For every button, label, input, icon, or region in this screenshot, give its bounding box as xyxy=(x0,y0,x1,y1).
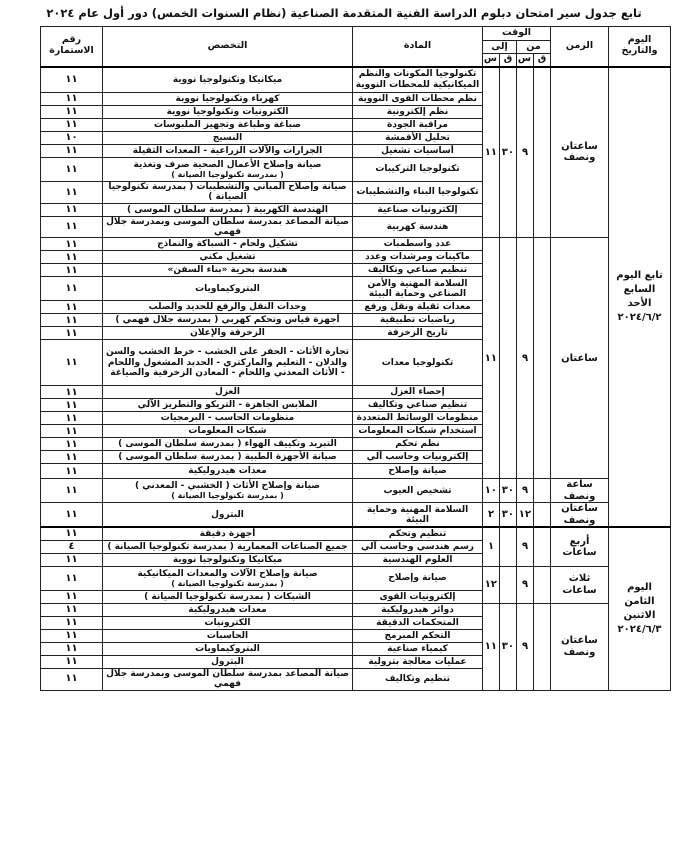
subject-cell: تنظيم صناعي وتكاليف xyxy=(353,264,483,277)
header-to: إلى xyxy=(483,41,517,54)
specialty-cell xyxy=(103,540,353,553)
specialty-text: التبريد وتكييف الهواء ( بمدرسة سلطان الموسى ) xyxy=(118,439,337,450)
form-number-cell: ١١ xyxy=(41,590,103,603)
subject-cell: المتحكمات الدقيقة xyxy=(353,616,483,629)
from-hour-cell: ٩ xyxy=(517,67,534,238)
specialty-text: هندسة بحرية «بناء السفن» xyxy=(167,265,288,276)
form-number-cell: ١١ xyxy=(41,238,103,251)
specialty-text: معدات هيدروليكية xyxy=(188,466,267,477)
specialty-cell xyxy=(103,119,353,132)
from-hour-cell: ٩ xyxy=(517,566,534,603)
specialty-cell xyxy=(103,399,353,412)
to-sec-cell xyxy=(500,238,517,479)
form-number-cell: ١١ xyxy=(41,503,103,528)
specialty-cell xyxy=(103,251,353,264)
subject-cell: تشخيص العيوب xyxy=(353,479,483,503)
header-to-hour: س xyxy=(483,54,500,67)
form-number-cell: ١١ xyxy=(41,629,103,642)
from-hour-cell: ٩ xyxy=(517,603,534,690)
specialty-cell xyxy=(103,203,353,216)
form-number-cell: ١١ xyxy=(41,93,103,106)
specialty-cell xyxy=(103,132,353,145)
to-hour-cell: ١١ xyxy=(483,238,500,479)
subject-cell: معدات ثقيلة ونقل ورفع xyxy=(353,301,483,314)
form-number-cell: ٤ xyxy=(41,540,103,553)
specialty-text: ميكانيكا وتكنولوجيا نووية xyxy=(172,554,283,565)
subject-cell: تنظيم وتحكم xyxy=(353,527,483,540)
to-sec-cell: ٣٠ xyxy=(500,603,517,690)
from-hour-cell: ٩ xyxy=(517,527,534,566)
specialty-cell xyxy=(103,182,353,204)
specialty-cell xyxy=(103,527,353,540)
table-row xyxy=(41,603,671,616)
specialty-text: الملابس الجاهزة - التريكو والتطريز الآلي xyxy=(137,400,318,411)
subject-cell: منظومات الوسائط المتعددة xyxy=(353,412,483,425)
specialty-text: تشكيل ولحام - السباكة والنماذج xyxy=(157,239,298,250)
specialty-text: شبكات المعلومات xyxy=(188,426,267,437)
to-sec-cell: ٣٠ xyxy=(500,503,517,528)
specialty-note: ( بمدرسة تكنولوجيا الصيانة ) xyxy=(171,578,284,588)
specialty-cell xyxy=(103,479,353,503)
specialty-cell xyxy=(103,642,353,655)
form-number-cell: ١١ xyxy=(41,603,103,616)
specialty-text: صيانة وإصلاح المباني والتشطيبات ( بمدرسة تكنولوجيا الصيانة ) xyxy=(108,182,347,203)
from-hour-cell: ٩ xyxy=(517,479,534,503)
from-sec-cell xyxy=(534,67,551,238)
specialty-text: الشبكات ( بمدرسة تكنولوجيا الصيانة ) xyxy=(144,591,311,602)
subject-cell: هندسة كهربية xyxy=(353,216,483,238)
specialty-text: البتروكيماويات xyxy=(195,283,260,294)
subject-cell: نظم إلكترونية xyxy=(353,106,483,119)
specialty-text: الجرارات والآلات الزراعية - المعدات الثقيلة xyxy=(132,145,323,156)
specialty-text: صيانة الأجهزة الطبية ( بمدرسة سلطان الموسى ) xyxy=(118,452,337,463)
specialty-text: تجارة الأثاث - الحفر على الخشب - خرط الخشب والسن والدلان - التعليم والماركتري - الحديد المشغول واللحام - الأثاث المعدني واللحام - المعادن الزخرفية والصياغة xyxy=(106,347,349,379)
specialty-cell xyxy=(103,629,353,642)
from-sec-cell xyxy=(534,527,551,566)
form-number-cell: ١١ xyxy=(41,479,103,503)
specialty-note: ( بمدرسة تكنولوجيا الصيانة ) xyxy=(171,170,284,180)
schedule-body xyxy=(41,67,671,691)
specialty-text: البترول xyxy=(211,509,244,520)
subject-cell: عمليات معالجة بترولية xyxy=(353,655,483,668)
specialty-text: صيانة وإصلاح الأثاث ( الخشبي - المعدني ) xyxy=(135,481,320,492)
form-number-cell: ١١ xyxy=(41,106,103,119)
subject-cell: رياضيات تطبيقية xyxy=(353,314,483,327)
specialty-text: البتروكيماويات xyxy=(195,643,260,654)
form-number-cell: ١١ xyxy=(41,425,103,438)
to-sec-cell: ٣٠ xyxy=(500,67,517,238)
form-number-cell: ١١ xyxy=(41,616,103,629)
subject-cell: تكنولوجيا المكونات والنظم الميكانيكية للمحطات النووية xyxy=(353,67,483,93)
form-number-cell: ١١ xyxy=(41,251,103,264)
subject-cell: استخدام شبكات المعلومات xyxy=(353,425,483,438)
subject-cell: تنظيم صناعي وتكاليف xyxy=(353,399,483,412)
subject-cell: أساسيات تشغيل xyxy=(353,145,483,158)
specialty-cell xyxy=(103,93,353,106)
form-number-cell: ١١ xyxy=(41,182,103,204)
to-hour-cell: ١٠ xyxy=(483,479,500,503)
form-number-cell: ١١ xyxy=(41,386,103,399)
form-number-cell: ١١ xyxy=(41,566,103,590)
specialty-cell xyxy=(103,106,353,119)
specialty-cell xyxy=(103,503,353,528)
table-row xyxy=(41,566,671,590)
specialty-cell xyxy=(103,603,353,616)
to-sec-cell xyxy=(500,566,517,603)
duration-cell: ثلاث ساعات xyxy=(551,566,609,603)
subject-cell: التحكم المبرمج xyxy=(353,629,483,642)
specialty-text: الكترونيات xyxy=(204,617,251,628)
specialty-cell xyxy=(103,67,353,93)
header-subject: المادة xyxy=(353,27,483,67)
form-number-cell: ١١ xyxy=(41,399,103,412)
specialty-cell xyxy=(103,277,353,301)
specialty-text: جميع الصناعات المعمارية ( بمدرسة تكنولوجيا الصيانة ) xyxy=(107,541,348,552)
specialty-cell xyxy=(103,616,353,629)
form-number-cell: ١١ xyxy=(41,553,103,566)
to-hour-cell: ١ xyxy=(483,527,500,566)
day-date-cell: اليوم الثامن الاثنين ٢٠٢٤/٦/٣ xyxy=(609,527,671,690)
form-number-cell: ١١ xyxy=(41,464,103,479)
specialty-cell xyxy=(103,655,353,668)
subject-cell: إلكترونيات القوى xyxy=(353,590,483,603)
header-from: من xyxy=(517,41,551,54)
subject-cell: تنظيم وتكاليف xyxy=(353,668,483,690)
subject-cell: دوائر هيدروليكية xyxy=(353,603,483,616)
subject-cell: نظم محطات القوى النووية xyxy=(353,93,483,106)
subject-cell: مراقبة الجودة xyxy=(353,119,483,132)
form-number-cell: ١١ xyxy=(41,655,103,668)
duration-cell: ساعتان ونصف xyxy=(551,67,609,238)
subject-cell: تاريخ الزخرفة xyxy=(353,327,483,340)
specialty-text: الزخرفة والإعلان xyxy=(190,328,265,339)
specialty-cell xyxy=(103,668,353,690)
header-duration: الزمن xyxy=(551,27,609,67)
specialty-text: صيانة وإصلاح الأعمال الصحية صرف وتغذية xyxy=(133,159,322,170)
specialty-text: وحدات النقل والرفع للحديد والصلب xyxy=(148,302,307,313)
form-number-cell: ١١ xyxy=(41,216,103,238)
from-hour-cell: ١٢ xyxy=(517,503,534,528)
specialty-cell xyxy=(103,340,353,386)
specialty-text: صيانة وإصلاح الآلات والمعدات الميكانيكية xyxy=(137,568,318,579)
specialty-cell xyxy=(103,553,353,566)
from-sec-cell xyxy=(534,479,551,503)
specialty-cell xyxy=(103,451,353,464)
specialty-text: الهندسة الكهربية ( بمدرسة سلطان الموسى ) xyxy=(127,204,328,215)
specialty-text: تشغيل مكني xyxy=(199,252,256,263)
subject-cell: تكنولوجيا التركيبات xyxy=(353,158,483,182)
form-number-cell: ١١ xyxy=(41,277,103,301)
subject-cell: تحليل الأقمشة xyxy=(353,132,483,145)
specialty-text: كهرباء وتكنولوجيا نووية xyxy=(175,93,280,104)
subject-cell: صيانة وإصلاح xyxy=(353,566,483,590)
from-sec-cell xyxy=(534,238,551,479)
specialty-cell xyxy=(103,314,353,327)
form-number-cell: ١١ xyxy=(41,451,103,464)
specialty-cell xyxy=(103,566,353,590)
specialty-text: صباغة وطباعة وتجهيز الملبوسات xyxy=(154,119,301,130)
to-hour-cell: ١٢ xyxy=(483,566,500,603)
subject-cell: نظم تحكم xyxy=(353,438,483,451)
specialty-text: أجهزة دقيقة xyxy=(199,528,256,539)
table-row xyxy=(41,527,671,540)
specialty-text: معدات هيدروليكية xyxy=(188,604,267,615)
specialty-cell xyxy=(103,438,353,451)
specialty-text: الكترونيات وتكنولوجيا نووية xyxy=(166,106,289,117)
to-hour-cell: ١١ xyxy=(483,67,500,238)
specialty-cell xyxy=(103,264,353,277)
specialty-text: صيانة المصاعد بمدرسة سلطان الموسى وبمدرسة جلال فهمي xyxy=(106,668,349,690)
subject-cell: صيانة وإصلاح xyxy=(353,464,483,479)
table-row xyxy=(41,503,671,528)
header-to-sec: ق xyxy=(500,54,517,67)
header-form-number: رقم الاستمارة xyxy=(41,27,103,67)
header-from-sec: ق xyxy=(534,54,551,67)
to-hour-cell: ١١ xyxy=(483,603,500,690)
form-number-cell: ١١ xyxy=(41,119,103,132)
form-number-cell: ١١ xyxy=(41,67,103,93)
duration-cell: ساعتان xyxy=(551,238,609,479)
page-title: تابع جدول سير امتحان دبلوم الدراسة الفنية المتقدمة الصناعية (نظام السنوات الخمس) دور أول عام ٢٠٢٤ xyxy=(46,6,642,20)
schedule-table xyxy=(40,26,671,691)
specialty-cell xyxy=(103,327,353,340)
specialty-cell xyxy=(103,464,353,479)
specialty-text: أجهزة قياس وتحكم كهربي ( بمدرسة جلال فهمي ) xyxy=(115,315,340,326)
form-number-cell: ١١ xyxy=(41,301,103,314)
header-from-hour: س xyxy=(517,54,534,67)
specialty-cell xyxy=(103,238,353,251)
form-number-cell: ١٠ xyxy=(41,132,103,145)
specialty-cell xyxy=(103,425,353,438)
specialty-cell xyxy=(103,590,353,603)
form-number-cell: ١١ xyxy=(41,145,103,158)
table-row xyxy=(41,238,671,251)
specialty-note: ( بمدرسة تكنولوجيا الصيانة ) xyxy=(171,491,284,501)
form-number-cell: ١١ xyxy=(41,668,103,690)
from-sec-cell xyxy=(534,503,551,528)
to-sec-cell: ٣٠ xyxy=(500,479,517,503)
header-time: الوقت xyxy=(483,27,551,41)
specialty-cell xyxy=(103,301,353,314)
form-number-cell: ١١ xyxy=(41,642,103,655)
table-row xyxy=(41,479,671,503)
to-sec-cell xyxy=(500,527,517,566)
specialty-text: صيانة المصاعد بمدرسة سلطان الموسى وبمدرسة جلال فهمي xyxy=(106,216,349,238)
duration-cell: ساعة ونصف xyxy=(551,479,609,503)
subject-cell: العلوم الهندسية xyxy=(353,553,483,566)
form-number-cell: ١١ xyxy=(41,314,103,327)
form-number-cell: ١١ xyxy=(41,527,103,540)
specialty-text: البترول xyxy=(211,656,244,667)
duration-cell: أربع ساعات xyxy=(551,527,609,566)
duration-cell: ساعتان ونصف xyxy=(551,603,609,690)
subject-cell: تكنولوجيا معدات xyxy=(353,340,483,386)
to-hour-cell: ٢ xyxy=(483,503,500,528)
subject-cell: إلكترونيات وحاسب آلي xyxy=(353,451,483,464)
form-number-cell: ١١ xyxy=(41,340,103,386)
header-day-date: اليوم والتاريخ xyxy=(609,27,671,67)
form-number-cell: ١١ xyxy=(41,327,103,340)
from-hour-cell: ٩ xyxy=(517,238,534,479)
specialty-text: ميكانيكا وتكنولوجيا نووية xyxy=(172,74,283,85)
subject-cell: تكنولوجيا البناء والتشطيبات xyxy=(353,182,483,204)
form-number-cell: ١١ xyxy=(41,438,103,451)
subject-cell: كيمياء صناعية xyxy=(353,642,483,655)
from-sec-cell xyxy=(534,603,551,690)
form-number-cell: ١١ xyxy=(41,158,103,182)
subject-cell: رسم هندسي وحاسب آلي xyxy=(353,540,483,553)
specialty-text: منظومات الحاسب - البرمجيات xyxy=(160,413,295,424)
subject-cell: ماكينات ومرشدات وعدد xyxy=(353,251,483,264)
form-number-cell: ١١ xyxy=(41,412,103,425)
specialty-text: النسيج xyxy=(212,132,243,143)
subject-cell: السلامة المهنية والأمن الصناعي وحماية البيئة xyxy=(353,277,483,301)
specialty-cell xyxy=(103,412,353,425)
form-number-cell: ١١ xyxy=(41,203,103,216)
specialty-cell xyxy=(103,145,353,158)
specialty-cell xyxy=(103,386,353,399)
day-date-cell: تابع اليوم السابع الأحد ٢٠٢٤/٦/٢ xyxy=(609,67,671,528)
from-sec-cell xyxy=(534,566,551,603)
specialty-text: الحاسبات xyxy=(206,630,249,641)
duration-cell: ساعتان ونصف xyxy=(551,503,609,528)
specialty-cell xyxy=(103,158,353,182)
specialty-text: الغزل xyxy=(215,387,240,398)
subject-cell: السلامة المهنية وحماية البيئة xyxy=(353,503,483,528)
subject-cell: عدد واسطمبات xyxy=(353,238,483,251)
subject-cell: إحصاء الغزل xyxy=(353,386,483,399)
specialty-cell xyxy=(103,216,353,238)
subject-cell: إلكترونيات صناعية xyxy=(353,203,483,216)
table-row xyxy=(41,67,671,93)
header-specialty: التخصص xyxy=(103,27,353,67)
form-number-cell: ١١ xyxy=(41,264,103,277)
